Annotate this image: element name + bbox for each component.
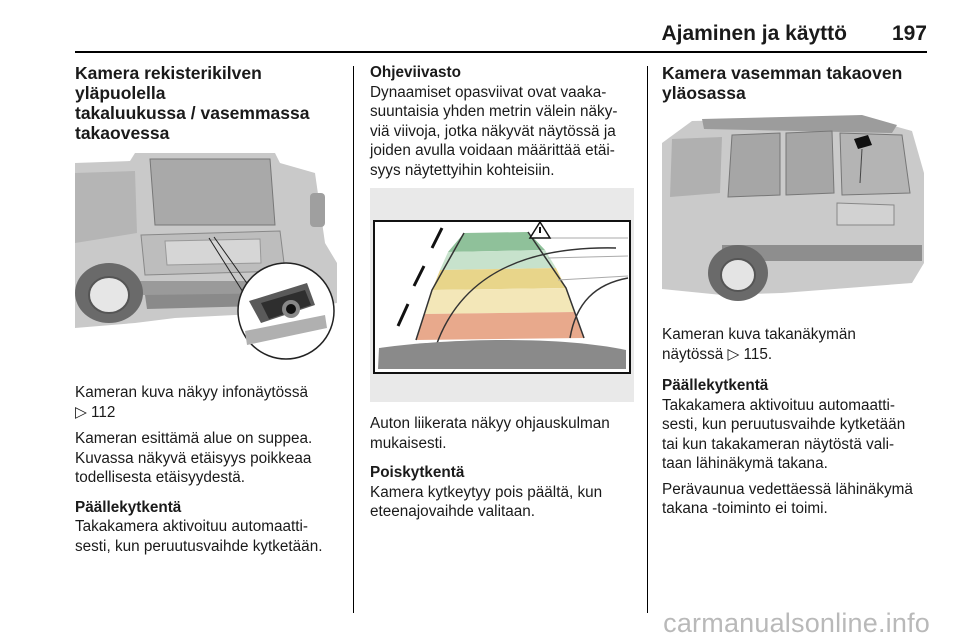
section-heading: Kamera rekisterikilven yläpuolella takaluukussa / vasemmassa takaovessa [75, 63, 310, 143]
caption-text: Kameran kuva takanäkymän [662, 326, 856, 343]
page-reference: 112 [91, 403, 116, 421]
door-camera-illustration [662, 113, 926, 313]
paragraph: Kameran esittämä alue on suppea. Kuvassa näkyvä etäisyys poikkeaa todellisesta etäisyydestä. [75, 430, 313, 486]
paragraph: Kamera kytkeytyy pois päältä, kun eteenajovaihde valitaan. [370, 483, 603, 520]
page-reference: 115. [743, 345, 773, 363]
column-middle [370, 63, 636, 522]
column-divider [353, 66, 354, 613]
page-number: 197 [891, 22, 927, 45]
page-header [75, 22, 927, 50]
subheading: Päällekytkentä [75, 498, 182, 516]
guideline-display-illustration [370, 188, 634, 402]
header-rule [75, 51, 927, 53]
paragraph: Auton liikerata näkyy ohjauskulman mukaisesti. [370, 415, 610, 452]
section-heading: Kamera vasemman takaoven yläosassa [662, 63, 903, 103]
paragraph: Perävaunua vedettäessä lähinäkymä takana -toiminto ei toimi. [662, 480, 913, 517]
column-left [75, 63, 339, 556]
caption-text: Kameran kuva näkyy infonäytössä [75, 384, 308, 401]
subheading: Päällekytkentä [662, 377, 769, 394]
column-divider [647, 66, 648, 613]
tailgate-camera-illustration [75, 153, 339, 365]
paragraph: Takakamera aktivoituu automaatti- sesti, kun peruutusvaihde kytketään tai kun takakameran näytöstä vali- taan lähinäkymä takana. [662, 396, 906, 472]
caption [75, 383, 339, 422]
paragraph: Takakamera aktivoituu automaatti- sesti, kun peruutusvaihde kytketään. [75, 518, 323, 555]
subheading: Poiskytkentä [370, 464, 465, 481]
reference-arrow-icon: ▷ [75, 403, 87, 421]
watermark: carmanualsonline.info [663, 608, 930, 638]
caption [662, 325, 928, 364]
reference-arrow-icon: ▷ [727, 345, 740, 363]
header-title: Ajaminen ja käyttö [661, 22, 847, 45]
paragraph: Dynaamiset opasviivat ovat vaaka- suuntaisia yhden metrin välein näky- viä viivoja, jotka näkyvät näytössä ja joiden avulla voidaan määrittää etäi- syys näytettyihin kohteisiin. [370, 83, 618, 179]
subheading: Ohjeviivasto [370, 64, 461, 81]
caption-prefix: näytössä [662, 345, 724, 363]
column-right [662, 63, 928, 519]
